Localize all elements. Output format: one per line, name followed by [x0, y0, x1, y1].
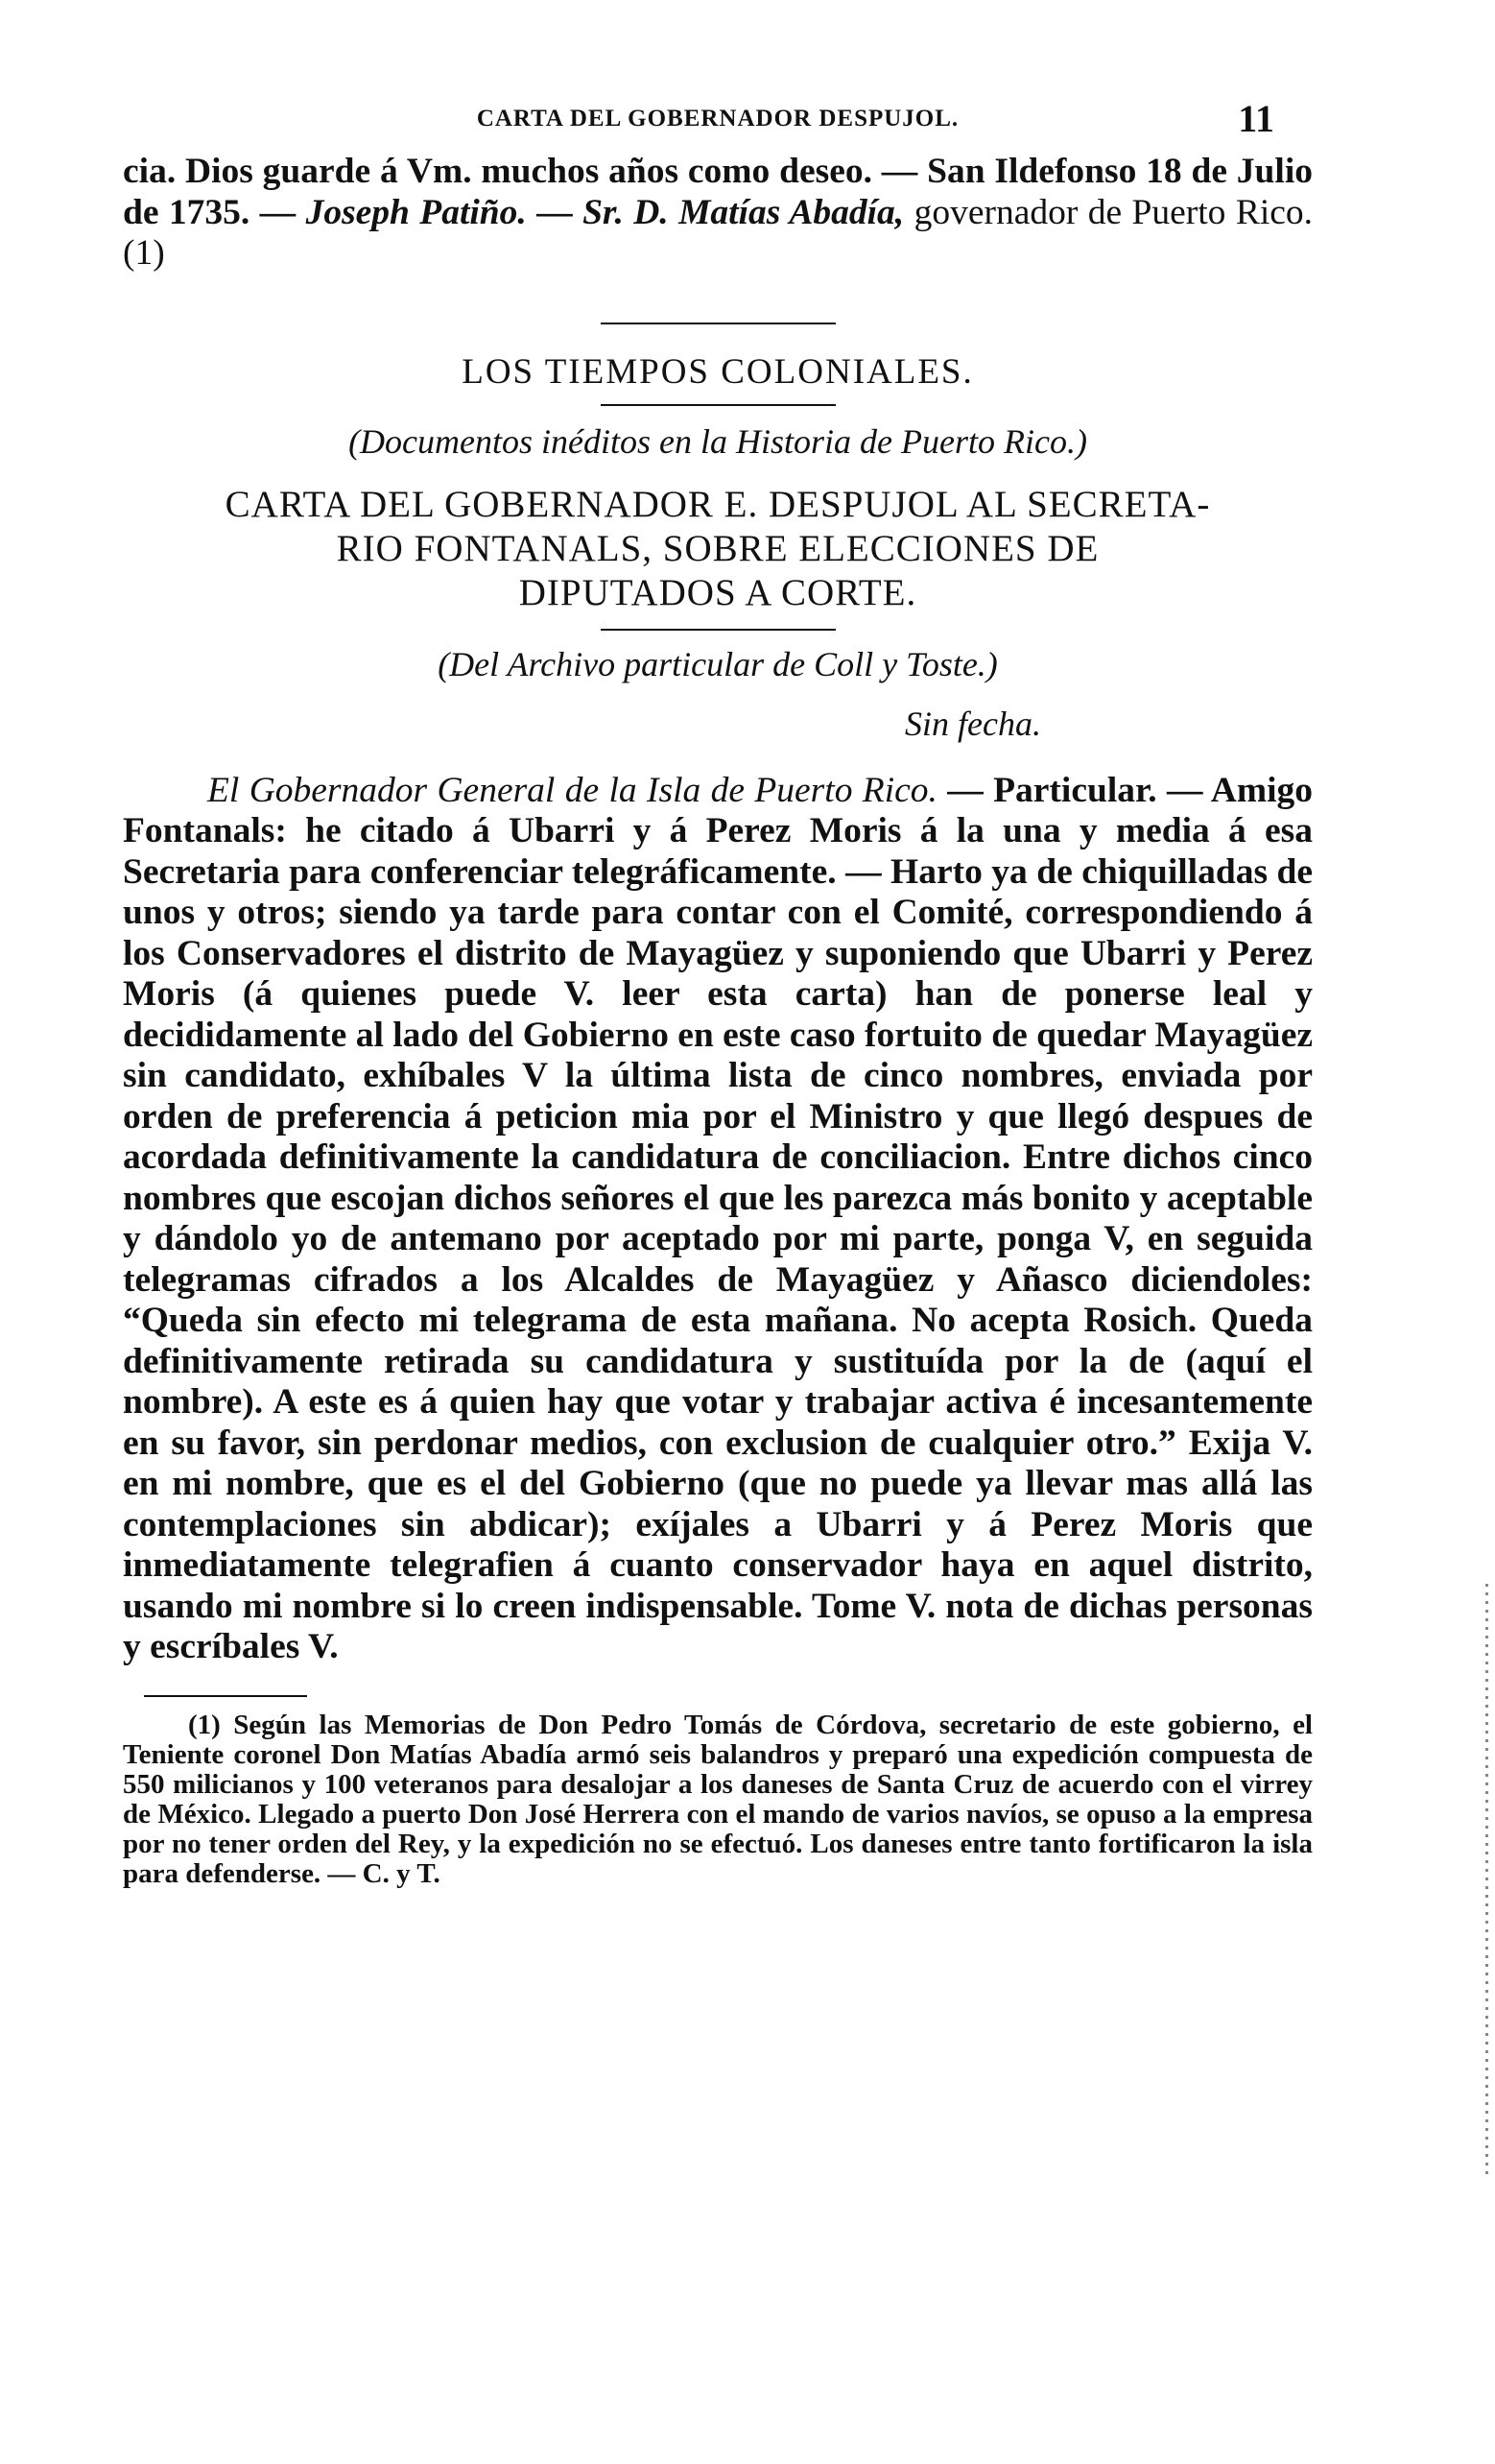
page-number: 11 [1238, 97, 1274, 140]
letter-opening: El Gobernador General de la Isla de Puerto Rico. [207, 770, 937, 810]
letter-title-line: DIPUTADOS A CORTE. [518, 571, 917, 613]
letter-body-text: — Particular. — Amigo Fontanals: he citado á Ubarri y á Perez Moris á la una y media á esa Secretaria para conferenciar telegráficamente. — Harto ya de chiquilladas de unos y otros; siendo ya tarde para contar con el Comité, correspondiendo á los Conservadores el distrito de Mayagüez y suponiendo que Ubarri y Perez Moris (á quienes puede V. leer esta carta) han de ponerse leal y decididamente al lado del Gobierno en este caso fortuito de quedar Mayagüez sin candidato, exhíbales V la última lista de cinco nombres, enviada por orden de preferencia á peticion mia por el Ministro y que llegó despues de acordada definitivamente la candidatura de conciliacion. Entre dichos cinco nombres que escojan dichos señores el que les parezca más bonito y aceptable y dándolo yo de antemano por aceptado por mi parte, ponga V, en seguida telegramas cifrados a los Alcaldes de Mayagüez y Añasco diciendoles: “Queda sin efecto mi telegrama de esta mañana. No acepta Rosich. Queda definitivamente retirada su candidatura y sustituída por la de (aquí el nombre). A este es á quien hay que votar y trabajar activa é incesantemente en su favor, sin perdonar medios, con exclusion de cualquier otro.” Exija V. en mi nombre, que es el del Gobierno (que no puede ya llevar mas allá las contemplaciones sin abdicar); exíjales a Ubarri y á Perez Moris que inmediatamente telegrafien á cuanto conservador haya en aquel distrito, usando mi nombre si lo creen indispensable. Tome V. nota de dichas personas y escríbales V. [123, 770, 1313, 1666]
footnote-rule [144, 1695, 307, 1697]
signer: Joseph Patiño. [305, 192, 527, 232]
divider-rule [601, 629, 836, 631]
intro-text: cia. Dios guarde á Vm. muchos años como deseo. — San Ildefonso 18 de Julio de 1735. — [123, 152, 1313, 232]
intro-tail: governador de Puerto Rico. (1) [123, 192, 1314, 273]
running-head: CARTA DEL GOBERNADOR DESPUJOL. [476, 106, 960, 132]
letter-date: Sin fecha. [905, 704, 1041, 743]
intro-paragraph [123, 152, 1313, 275]
section-title: LOS TIEMPOS COLONIALES. [462, 351, 974, 392]
letter-title-line: CARTA DEL GOBERNADOR E. DESPUJOL AL SECRETA- [225, 483, 1211, 525]
letter-body [123, 771, 1313, 1668]
intro-sep: — [526, 192, 583, 232]
letter-title [123, 483, 1313, 615]
divider-rule [601, 404, 836, 406]
addressee: Sr. D. Matías Abadía, [582, 192, 905, 232]
section-subtitle: (Documentos inéditos en la Historia de Puerto Rico.) [348, 421, 1087, 461]
divider-rule [601, 323, 836, 324]
scan-edge-mark [1485, 1584, 1488, 2179]
page-header [123, 96, 1313, 144]
document-page [123, 96, 1313, 1889]
letter-title-line: RIO FONTANALS, SOBRE ELECCIONES DE [336, 527, 1100, 569]
footnote: (1) Según las Memorias de Don Pedro Tomás de Córdova, secretario de este gobierno, el Teniente coronel Don Matías Abadía armó seis balandros y preparó una expedición compuesta de 550 milicianos y 100 veteranos para desalojar a los daneses de Santa Cruz de acuerdo con el virrey de México. Llegado a puerto Don José Herrera con el mando de varios navíos, se opuso a la empresa por no tener orden del Rey, y la expedición no se efectuó. Los daneses entre tanto fortificaron la isla para defenderse. — C. y T. [123, 1709, 1313, 1889]
archive-source: (Del Archivo particular de Coll y Toste.) [438, 644, 998, 683]
